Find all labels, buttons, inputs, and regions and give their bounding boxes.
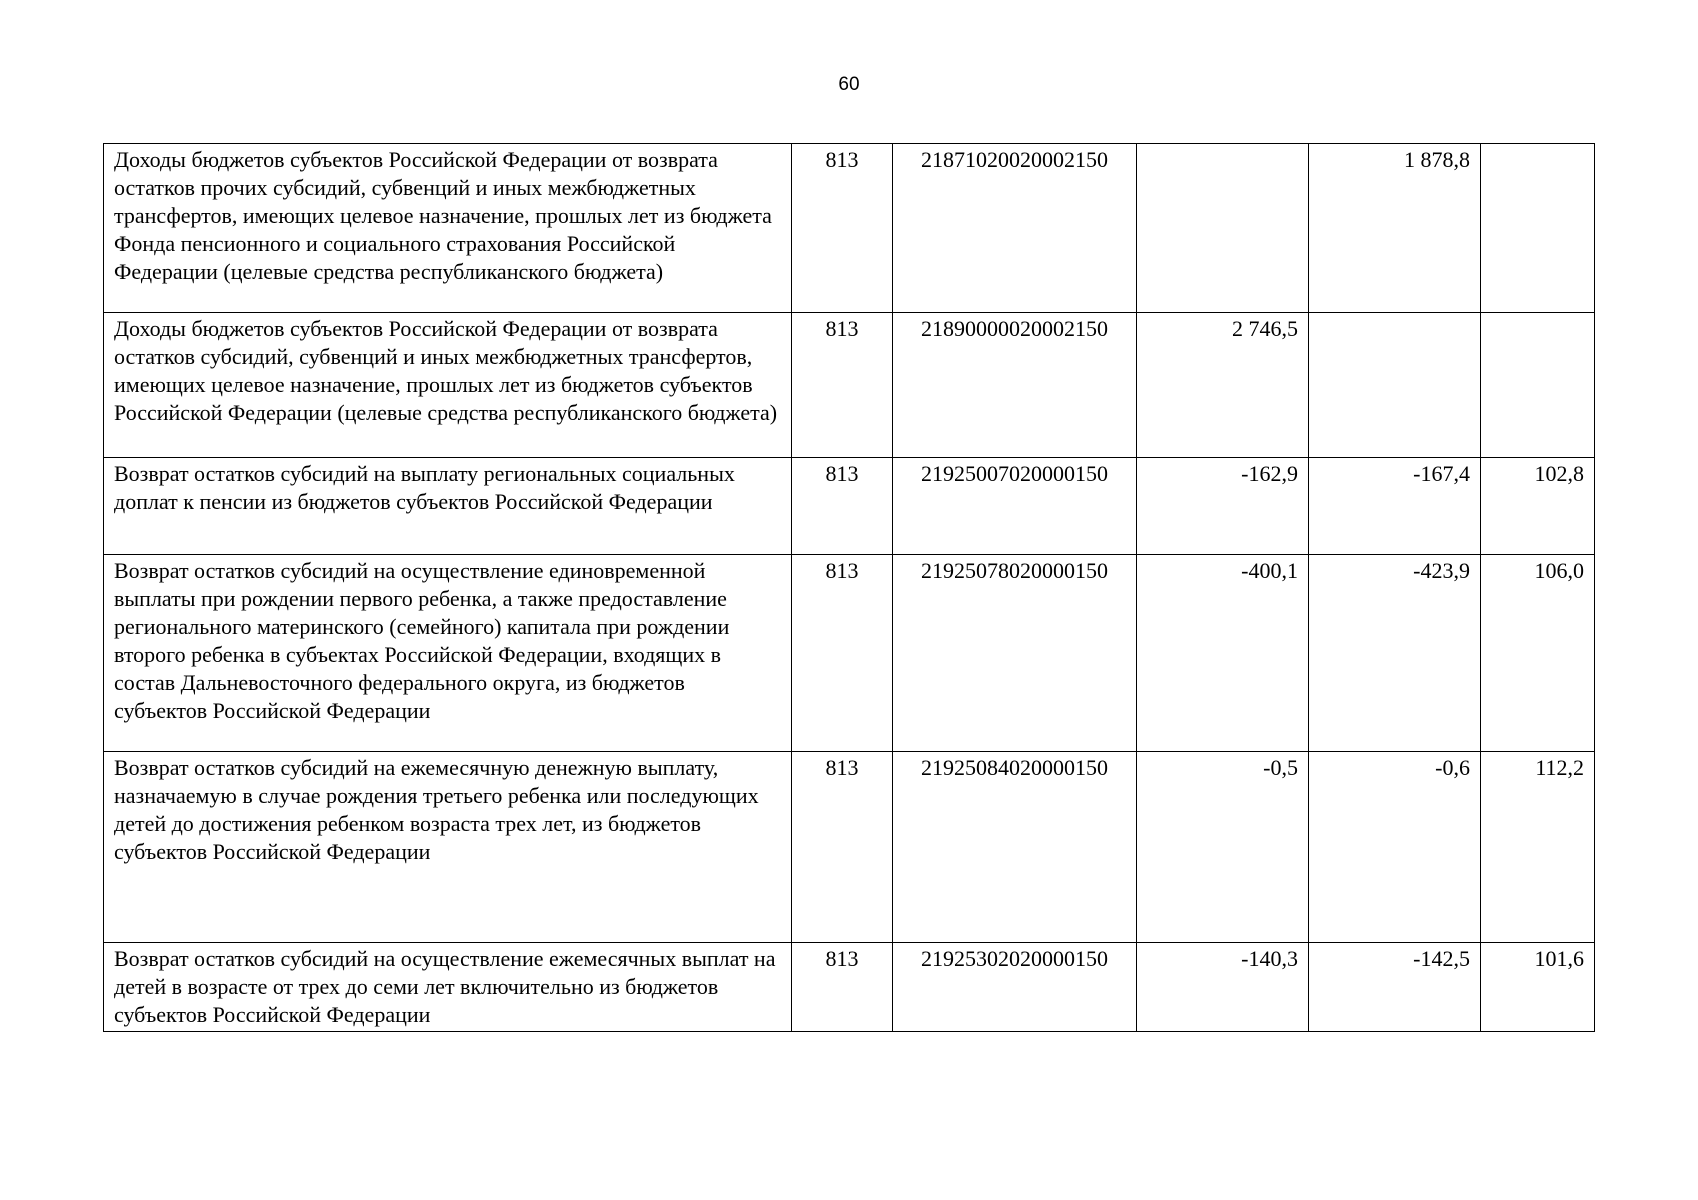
row-value-2: [1309, 313, 1481, 458]
row-admin-code: 813: [792, 752, 893, 943]
row-admin-code: 813: [792, 144, 893, 313]
row-percent: [1481, 313, 1595, 458]
row-budget-code: 21871020020002150: [893, 144, 1137, 313]
table-row: [104, 752, 1595, 943]
row-description: Возврат остатков субсидий на ежемесячную денежную выплату, назначаемую в случае рождения третьего ребенка или последующих детей до достижения ребенком возраста трех лет, из бюджетов субъектов Российской Федерации: [104, 752, 792, 943]
row-percent: 106,0: [1481, 555, 1595, 752]
row-admin-code: 813: [792, 555, 893, 752]
row-budget-code: 21890000020002150: [893, 313, 1137, 458]
table-row: [104, 943, 1595, 1032]
row-value-2: -0,6: [1309, 752, 1481, 943]
table-row: [104, 555, 1595, 752]
row-admin-code: 813: [792, 313, 893, 458]
row-description: Доходы бюджетов субъектов Российской Федерации от возврата остатков субсидий, субвенций и иных межбюджетных трансфертов, имеющих целевое назначение, прошлых лет из бюджетов субъектов Российской Федерации (целевые средства республиканского бюджета): [104, 313, 792, 458]
row-value-1: -400,1: [1137, 555, 1309, 752]
row-value-1: -140,3: [1137, 943, 1309, 1032]
row-value-2: -142,5: [1309, 943, 1481, 1032]
table-row: [104, 458, 1595, 555]
row-percent: 101,6: [1481, 943, 1595, 1032]
row-budget-code: 21925084020000150: [893, 752, 1137, 943]
table-row: [104, 144, 1595, 313]
row-percent: [1481, 144, 1595, 313]
row-budget-code: 21925302020000150: [893, 943, 1137, 1032]
row-value-2: -423,9: [1309, 555, 1481, 752]
row-description: Возврат остатков субсидий на осуществление единовременной выплаты при рождении первого ребенка, а также предоставление регионального материнского (семейного) капитала при рождении второго ребенка в субъектах Российской Федерации, входящих в состав Дальневосточного федерального округа, из бюджетов субъектов Российской Федерации: [104, 555, 792, 752]
row-percent: 112,2: [1481, 752, 1595, 943]
row-percent: 102,8: [1481, 458, 1595, 555]
row-value-1: 2 746,5: [1137, 313, 1309, 458]
row-description: Возврат остатков субсидий на выплату региональных социальных доплат к пенсии из бюджетов субъектов Российской Федерации: [104, 458, 792, 555]
row-description: Возврат остатков субсидий на осуществление ежемесячных выплат на детей в возрасте от трех до семи лет включительно из бюджетов субъектов Российской Федерации: [104, 943, 792, 1032]
row-budget-code: 21925007020000150: [893, 458, 1137, 555]
table-row: [104, 313, 1595, 458]
row-admin-code: 813: [792, 943, 893, 1032]
row-value-2: -167,4: [1309, 458, 1481, 555]
page-number: 60: [838, 74, 860, 95]
row-admin-code: 813: [792, 458, 893, 555]
row-description: Доходы бюджетов субъектов Российской Федерации от возврата остатков прочих субсидий, субвенций и иных межбюджетных трансфертов, имеющих целевое назначение, прошлых лет из бюджета Фонда пенсионного и социального страхования Российской Федерации (целевые средства республиканского бюджета): [104, 144, 792, 313]
row-value-1: -0,5: [1137, 752, 1309, 943]
row-value-1: [1137, 144, 1309, 313]
row-budget-code: 21925078020000150: [893, 555, 1137, 752]
row-value-2: 1 878,8: [1309, 144, 1481, 313]
budget-table: [103, 143, 1595, 1032]
row-value-1: -162,9: [1137, 458, 1309, 555]
